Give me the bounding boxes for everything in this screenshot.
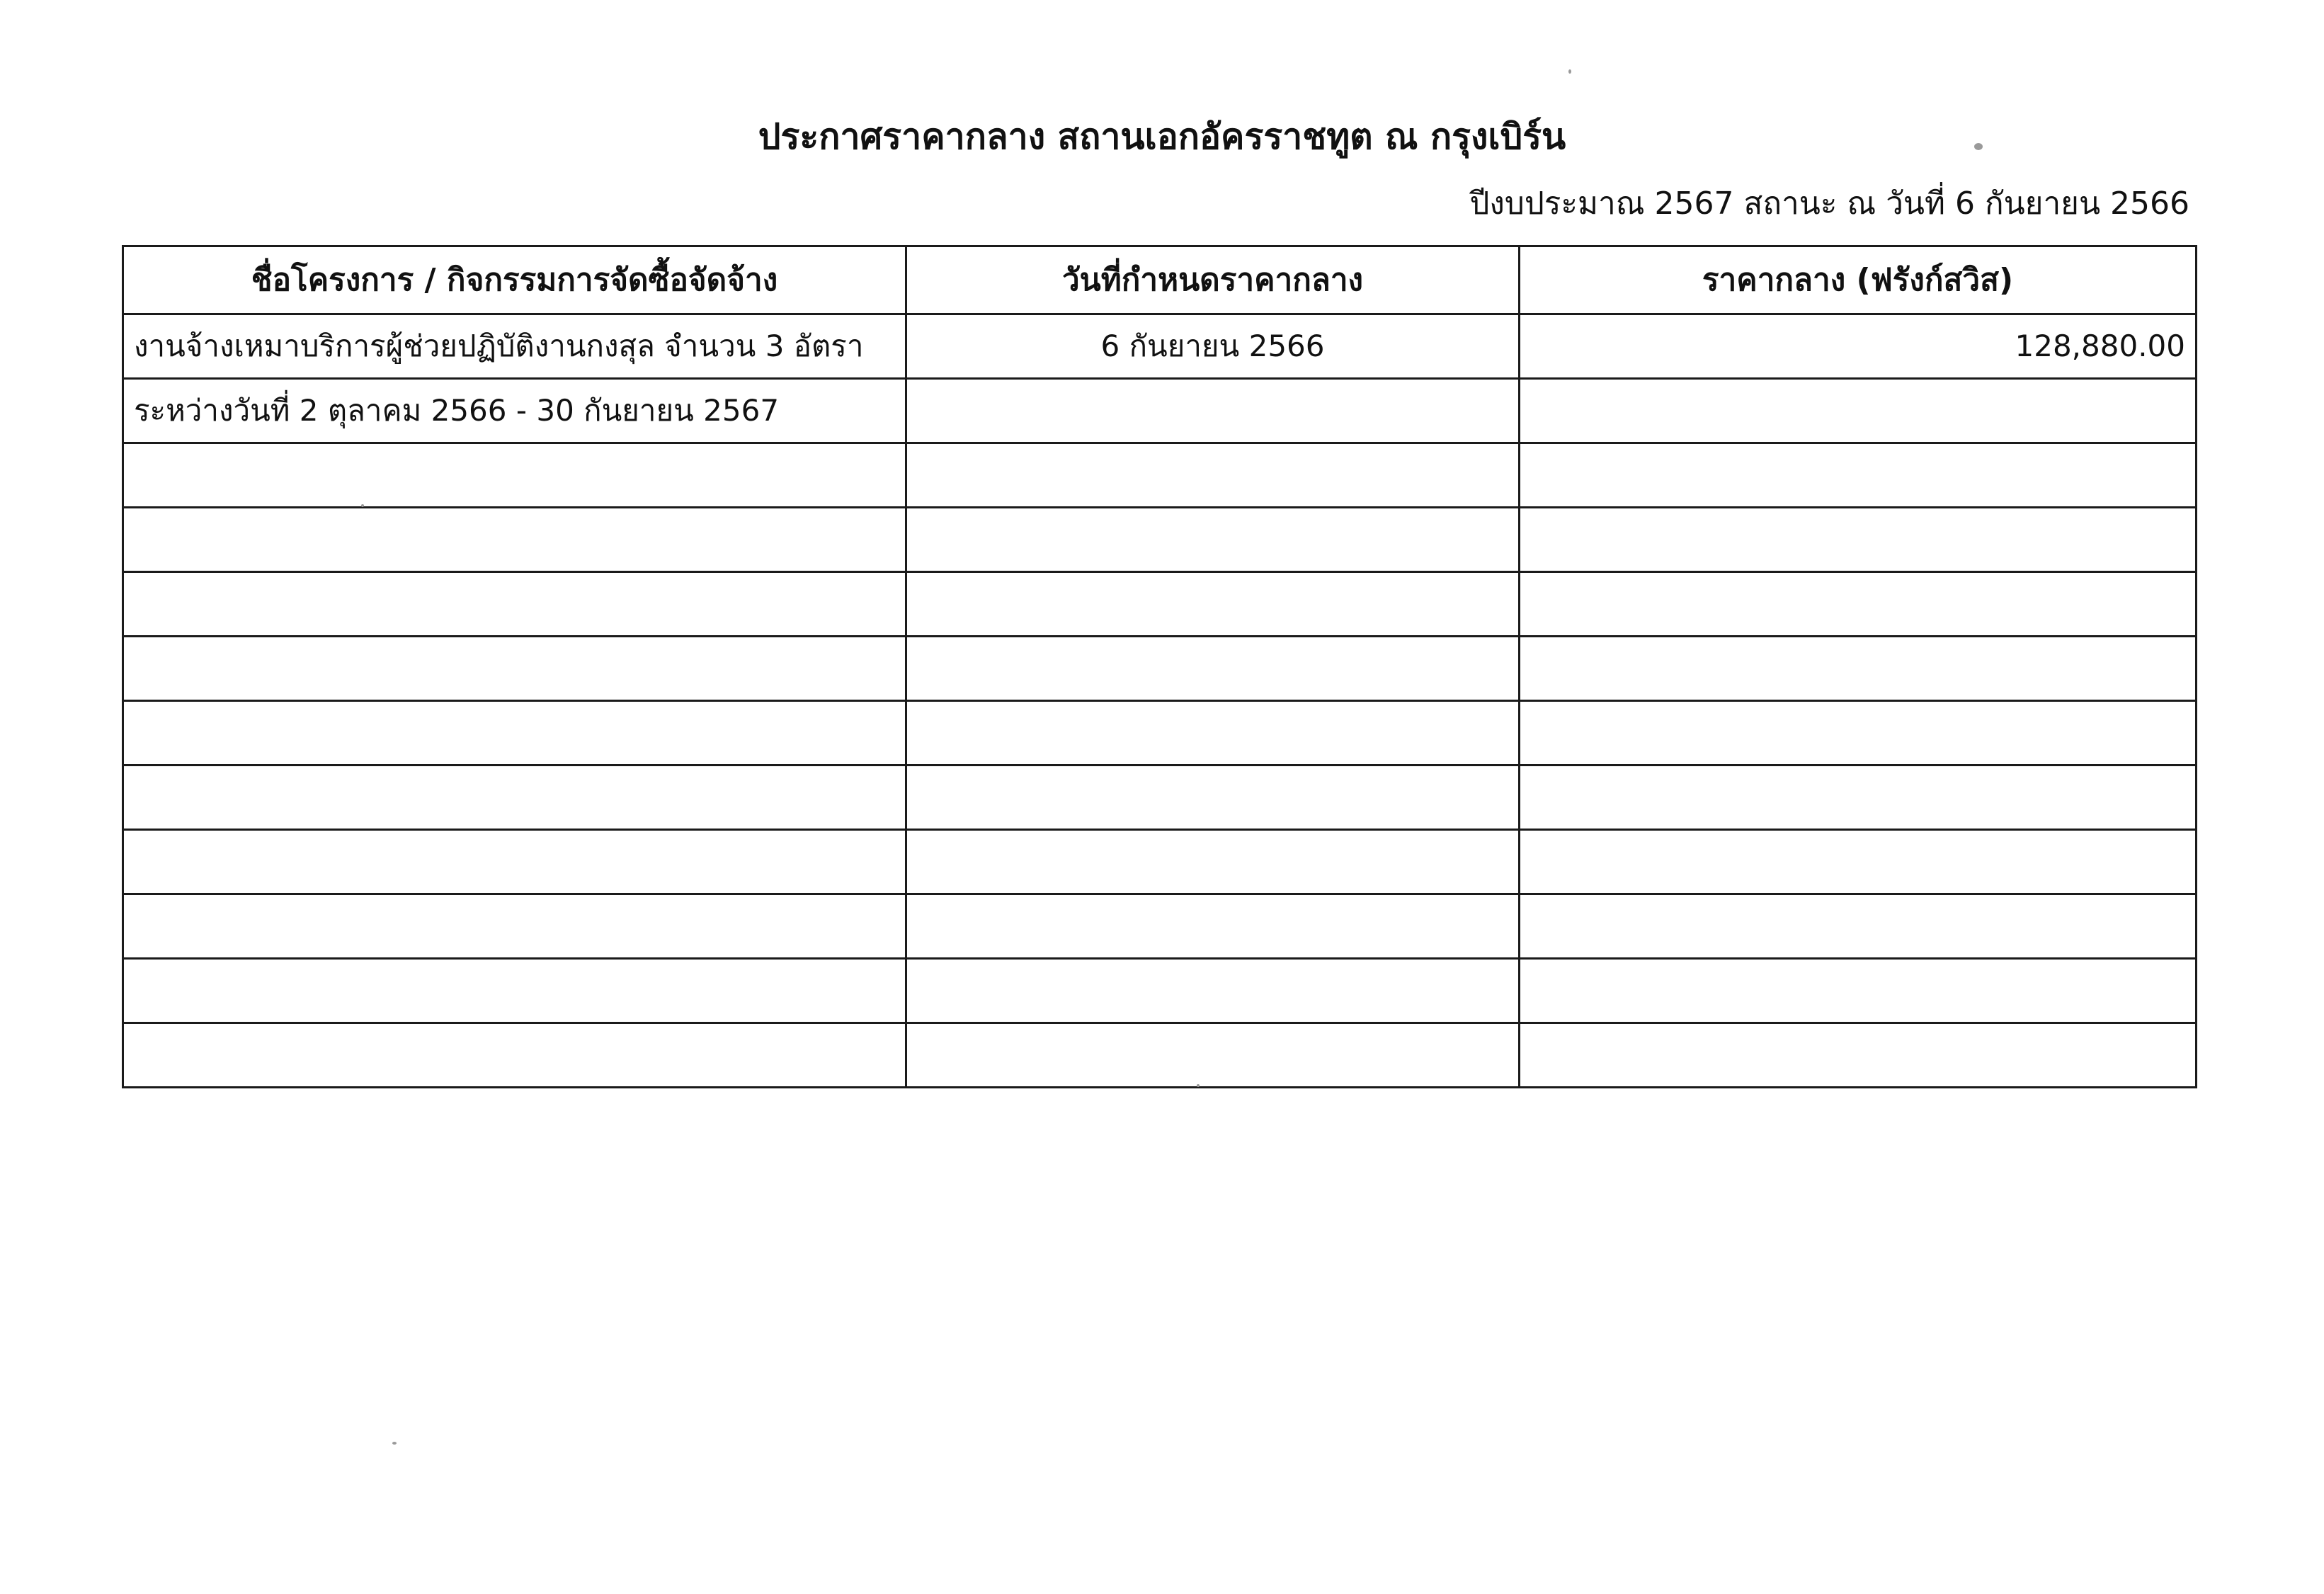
table-row [123,1023,2197,1088]
cell-project-name [123,959,906,1023]
cell-project-name: งานจ้างเหมาบริการผู้ช่วยปฏิบัติงานกงสุล จำนวน 3 อัตรา [123,314,906,379]
cell-median-price [1520,508,2197,572]
cell-median-price [1520,765,2197,830]
scan-speck [1197,1084,1200,1087]
cell-price-date [906,443,1520,508]
cell-project-name [123,894,906,959]
cell-price-date [906,830,1520,894]
header-median-price: ราคากลาง (ฟรังก์สวิส) [1520,246,2197,314]
document-subtitle: ปีงบประมาณ 2567 สถานะ ณ วันที่ 6 กันยายน 2566 [1469,186,2189,222]
cell-project-name [123,1023,906,1088]
cell-project-name [123,701,906,765]
scan-speck [1974,143,1983,150]
table-row [123,379,2197,443]
cell-project-name [123,508,906,572]
cell-median-price [1520,443,2197,508]
scan-speck [392,1442,397,1445]
cell-median-price [1520,830,2197,894]
cell-median-price [1520,1023,2197,1088]
table-row [123,765,2197,830]
cell-median-price [1520,894,2197,959]
price-table [122,245,2197,1088]
cell-median-price [1520,959,2197,1023]
table-row [123,572,2197,637]
table-row [123,637,2197,701]
document-title: ประกาศราคากลาง สถานเอกอัครราชทูต ณ กรุงเบิร์น [758,116,1566,157]
cell-median-price [1520,637,2197,701]
table-row [123,443,2197,508]
cell-median-price [1520,572,2197,637]
cell-project-name [123,765,906,830]
cell-price-date [906,508,1520,572]
table-row [123,701,2197,765]
cell-project-name: ระหว่างวันที่ 2 ตุลาคม 2566 - 30 กันยายน 2567 [123,379,906,443]
cell-median-price [1520,701,2197,765]
cell-project-name [123,830,906,894]
cell-median-price [1520,379,2197,443]
cell-project-name [123,637,906,701]
cell-price-date [906,637,1520,701]
table-row [123,508,2197,572]
cell-price-date [906,765,1520,830]
cell-price-date: 6 กันยายน 2566 [906,314,1520,379]
cell-project-name [123,572,906,637]
header-price-date: วันที่กำหนดราคากลาง [906,246,1520,314]
cell-project-name [123,443,906,508]
scan-speck [361,504,364,507]
cell-price-date [906,572,1520,637]
table-row [123,314,2197,379]
cell-median-price: 128,880.00 [1520,314,2197,379]
header-project-name: ชื่อโครงการ / กิจกรรมการจัดซื้อจัดจ้าง [123,246,906,314]
table-row [123,959,2197,1023]
table-header-row [123,246,2197,314]
scan-speck [1568,69,1571,74]
cell-price-date [906,701,1520,765]
cell-price-date [906,959,1520,1023]
table-row [123,894,2197,959]
cell-price-date [906,894,1520,959]
cell-price-date [906,379,1520,443]
table-row [123,830,2197,894]
cell-price-date [906,1023,1520,1088]
